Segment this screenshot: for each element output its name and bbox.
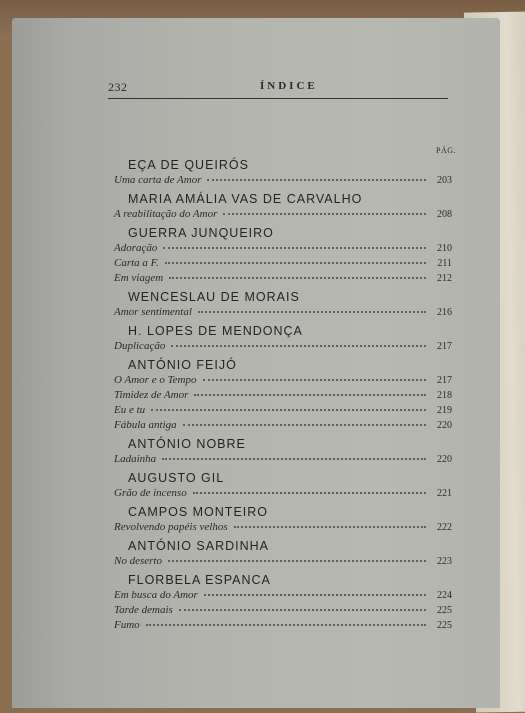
entry-title: Timidez de Amor bbox=[114, 389, 189, 401]
page-number: 232 bbox=[108, 80, 128, 94]
entry-title: Carta a F. bbox=[114, 257, 159, 269]
entry-title: Grão de incenso bbox=[114, 487, 187, 499]
entry-page: 217 bbox=[437, 341, 452, 352]
entry-page: 221 bbox=[437, 488, 452, 499]
entry-title: Em viagem bbox=[114, 272, 164, 284]
entry-title: Em busca do Amor bbox=[114, 589, 198, 601]
list-item bbox=[114, 173, 452, 188]
author-heading: ANTÓNIO FEIJÓ bbox=[128, 358, 237, 372]
dot-leader bbox=[194, 393, 426, 396]
entry-page: 225 bbox=[437, 605, 452, 616]
list-item bbox=[114, 418, 452, 433]
dot-leader bbox=[146, 623, 426, 626]
entry-page: 225 bbox=[437, 620, 452, 631]
dot-leader bbox=[198, 310, 426, 313]
list-item bbox=[114, 207, 452, 222]
entry-title: Revolvendo papéis velhos bbox=[114, 521, 228, 533]
dot-leader bbox=[204, 593, 426, 596]
entry-page: 208 bbox=[437, 209, 452, 220]
author-heading: ANTÓNIO SARDINHA bbox=[128, 539, 270, 553]
entry-title: Fumo bbox=[114, 619, 140, 631]
list-item bbox=[114, 305, 452, 320]
list-item bbox=[114, 388, 452, 403]
entry-title: Adoração bbox=[114, 242, 158, 254]
index-list bbox=[114, 154, 452, 633]
dot-leader bbox=[234, 525, 426, 528]
page-column-label: PÁG. bbox=[436, 146, 457, 155]
author-heading: ANTÓNIO NOBRE bbox=[128, 437, 246, 451]
dot-leader bbox=[168, 559, 426, 562]
list-item bbox=[114, 486, 452, 501]
entry-page: 223 bbox=[437, 556, 452, 567]
list-item bbox=[114, 588, 452, 603]
entry-page: 219 bbox=[437, 405, 452, 416]
author-heading: GUERRA JUNQUEIRO bbox=[128, 226, 274, 240]
author-heading: H. LOPES DE MENDONÇA bbox=[128, 324, 303, 338]
entry-title: A reabilitação do Amor bbox=[114, 208, 218, 220]
page-title: ÍNDICE bbox=[260, 80, 318, 92]
header-rule bbox=[108, 98, 448, 99]
entry-page: 203 bbox=[437, 175, 452, 186]
list-item bbox=[114, 603, 452, 618]
entry-page: 211 bbox=[437, 258, 452, 269]
list-item bbox=[114, 618, 452, 633]
entry-page: 210 bbox=[437, 243, 452, 254]
dot-leader bbox=[169, 276, 426, 279]
entry-page: 220 bbox=[437, 454, 452, 465]
dot-leader bbox=[223, 212, 426, 215]
author-heading: WENCESLAU DE MORAIS bbox=[128, 290, 300, 304]
book-page bbox=[12, 18, 500, 708]
entry-title: Eu e tu bbox=[114, 404, 146, 416]
entry-page: 216 bbox=[437, 307, 452, 318]
entry-title: Duplicação bbox=[114, 340, 166, 352]
dot-leader bbox=[183, 423, 426, 426]
entry-page: 217 bbox=[437, 375, 452, 386]
list-item bbox=[114, 554, 452, 569]
dot-leader bbox=[193, 491, 426, 494]
list-item bbox=[114, 256, 452, 271]
list-item bbox=[114, 339, 452, 354]
dot-leader bbox=[163, 246, 426, 249]
entry-page: 224 bbox=[437, 590, 452, 601]
entry-title: Ladainha bbox=[114, 453, 157, 465]
entry-page: 212 bbox=[437, 273, 452, 284]
entry-title: O Amor e o Tempo bbox=[114, 374, 197, 386]
author-heading: EÇA DE QUEIRÓS bbox=[128, 158, 249, 172]
author-heading: FLORBELA ESPANCA bbox=[128, 573, 271, 587]
dot-leader bbox=[179, 608, 426, 611]
author-heading: AUGUSTO GIL bbox=[128, 471, 225, 485]
list-item bbox=[114, 403, 452, 418]
entry-page: 222 bbox=[437, 522, 452, 533]
dot-leader bbox=[207, 178, 426, 181]
entry-title: Tarde demais bbox=[114, 604, 173, 616]
entry-page: 218 bbox=[437, 390, 452, 401]
dot-leader bbox=[165, 261, 426, 264]
list-item bbox=[114, 241, 452, 256]
entry-title: Fábula antiga bbox=[114, 419, 177, 431]
dot-leader bbox=[151, 408, 426, 411]
entry-title: Uma carta de Amor bbox=[114, 174, 202, 186]
entry-title: Amor sentimental bbox=[114, 306, 192, 318]
dot-leader bbox=[162, 457, 426, 460]
author-heading: CAMPOS MONTEIRO bbox=[128, 505, 269, 519]
entry-title: No deserto bbox=[114, 555, 162, 567]
dot-leader bbox=[203, 378, 426, 381]
list-item bbox=[114, 520, 452, 535]
list-item bbox=[114, 373, 452, 388]
dot-leader bbox=[171, 344, 426, 347]
page-header bbox=[102, 76, 462, 96]
page-content bbox=[102, 76, 462, 631]
author-heading: MARIA AMÁLIA VAS DE CARVALHO bbox=[128, 192, 363, 206]
entry-page: 220 bbox=[437, 420, 452, 431]
list-item bbox=[114, 452, 452, 467]
list-item bbox=[114, 271, 452, 286]
